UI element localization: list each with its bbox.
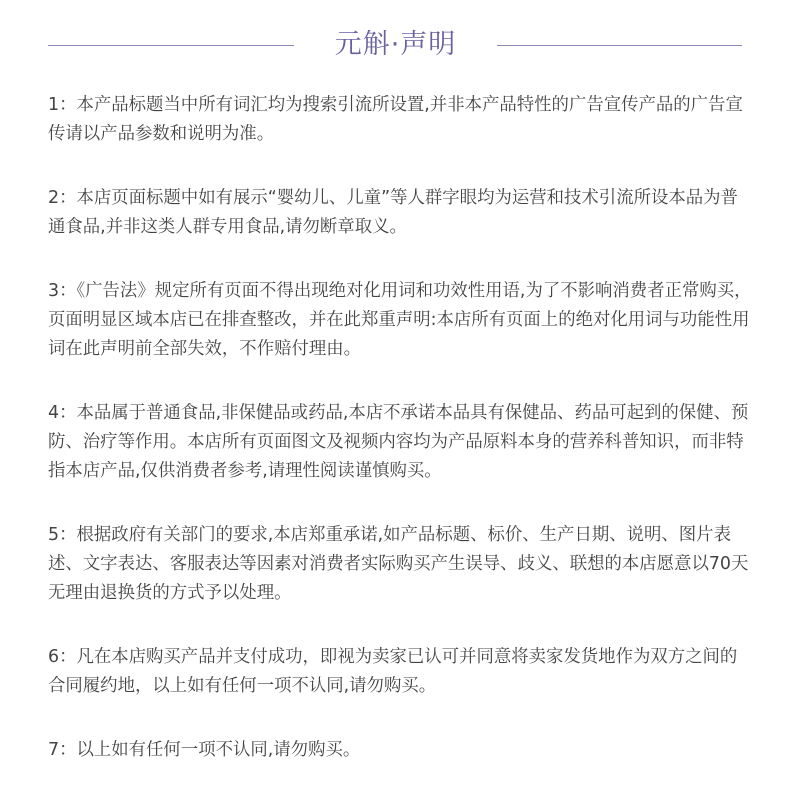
page-title: 元斛·声明 xyxy=(334,29,457,60)
header-divider-right xyxy=(497,45,742,46)
statement-item-2: 2：本店页面标题中如有展示“婴幼儿、儿童”等人群字眼均为运营和技术引流所设本品为普通食品,并非这类人群专用食品,请勿断章取义。 xyxy=(48,188,738,237)
statement-item-1: 1：本产品标题当中所有词汇均为搜索引流所设置,并非本产品特性的广告宣传产品的广告宣传请以产品参数和说明为准。 xyxy=(48,95,743,144)
statement-item-4: 4：本品属于普通食品,非保健品或药品,本店不承诺本品具有保健品、药品可起到的保健、预防、治疗等作用。本店所有页面图文及视频内容均为产品原料本身的营养科普知识，而非特指本店产品,仅供消费者参考,请理性阅读谨慎购买。 xyxy=(48,403,749,481)
statement-item-6: 6：凡在本店购买产品并支付成功，即视为卖家已认可并同意将卖家发货地作为双方之间的合同履约地，以上如有任何一项不认同,请勿购买。 xyxy=(48,647,738,696)
statement-item-5: 5：根据政府有关部门的要求,本店郑重承诺,如产品标题、标价、生产日期、说明、图片表述、文字表达、客服表达等因素对消费者实际购买产生误导、歧义、联想的本店愿意以70天无理由退换货的方式予以处理。 xyxy=(48,525,749,603)
statement-body xyxy=(48,91,754,800)
header-divider-left xyxy=(48,45,294,46)
statement-item-7: 7：以上如有任何一项不认同,请勿购买。 xyxy=(48,740,361,760)
statement-item-3: 3：《广告法》规定所有页面不得出现绝对化用词和功效性用语,为了不影响消费者正常购买，页面明显区域本店已在排查整改，并在此郑重声明:本店所有页面上的绝对化用词与功能性用词在此声明前全部失效，不作赔付理由。 xyxy=(48,281,752,359)
statement-header xyxy=(0,22,790,68)
